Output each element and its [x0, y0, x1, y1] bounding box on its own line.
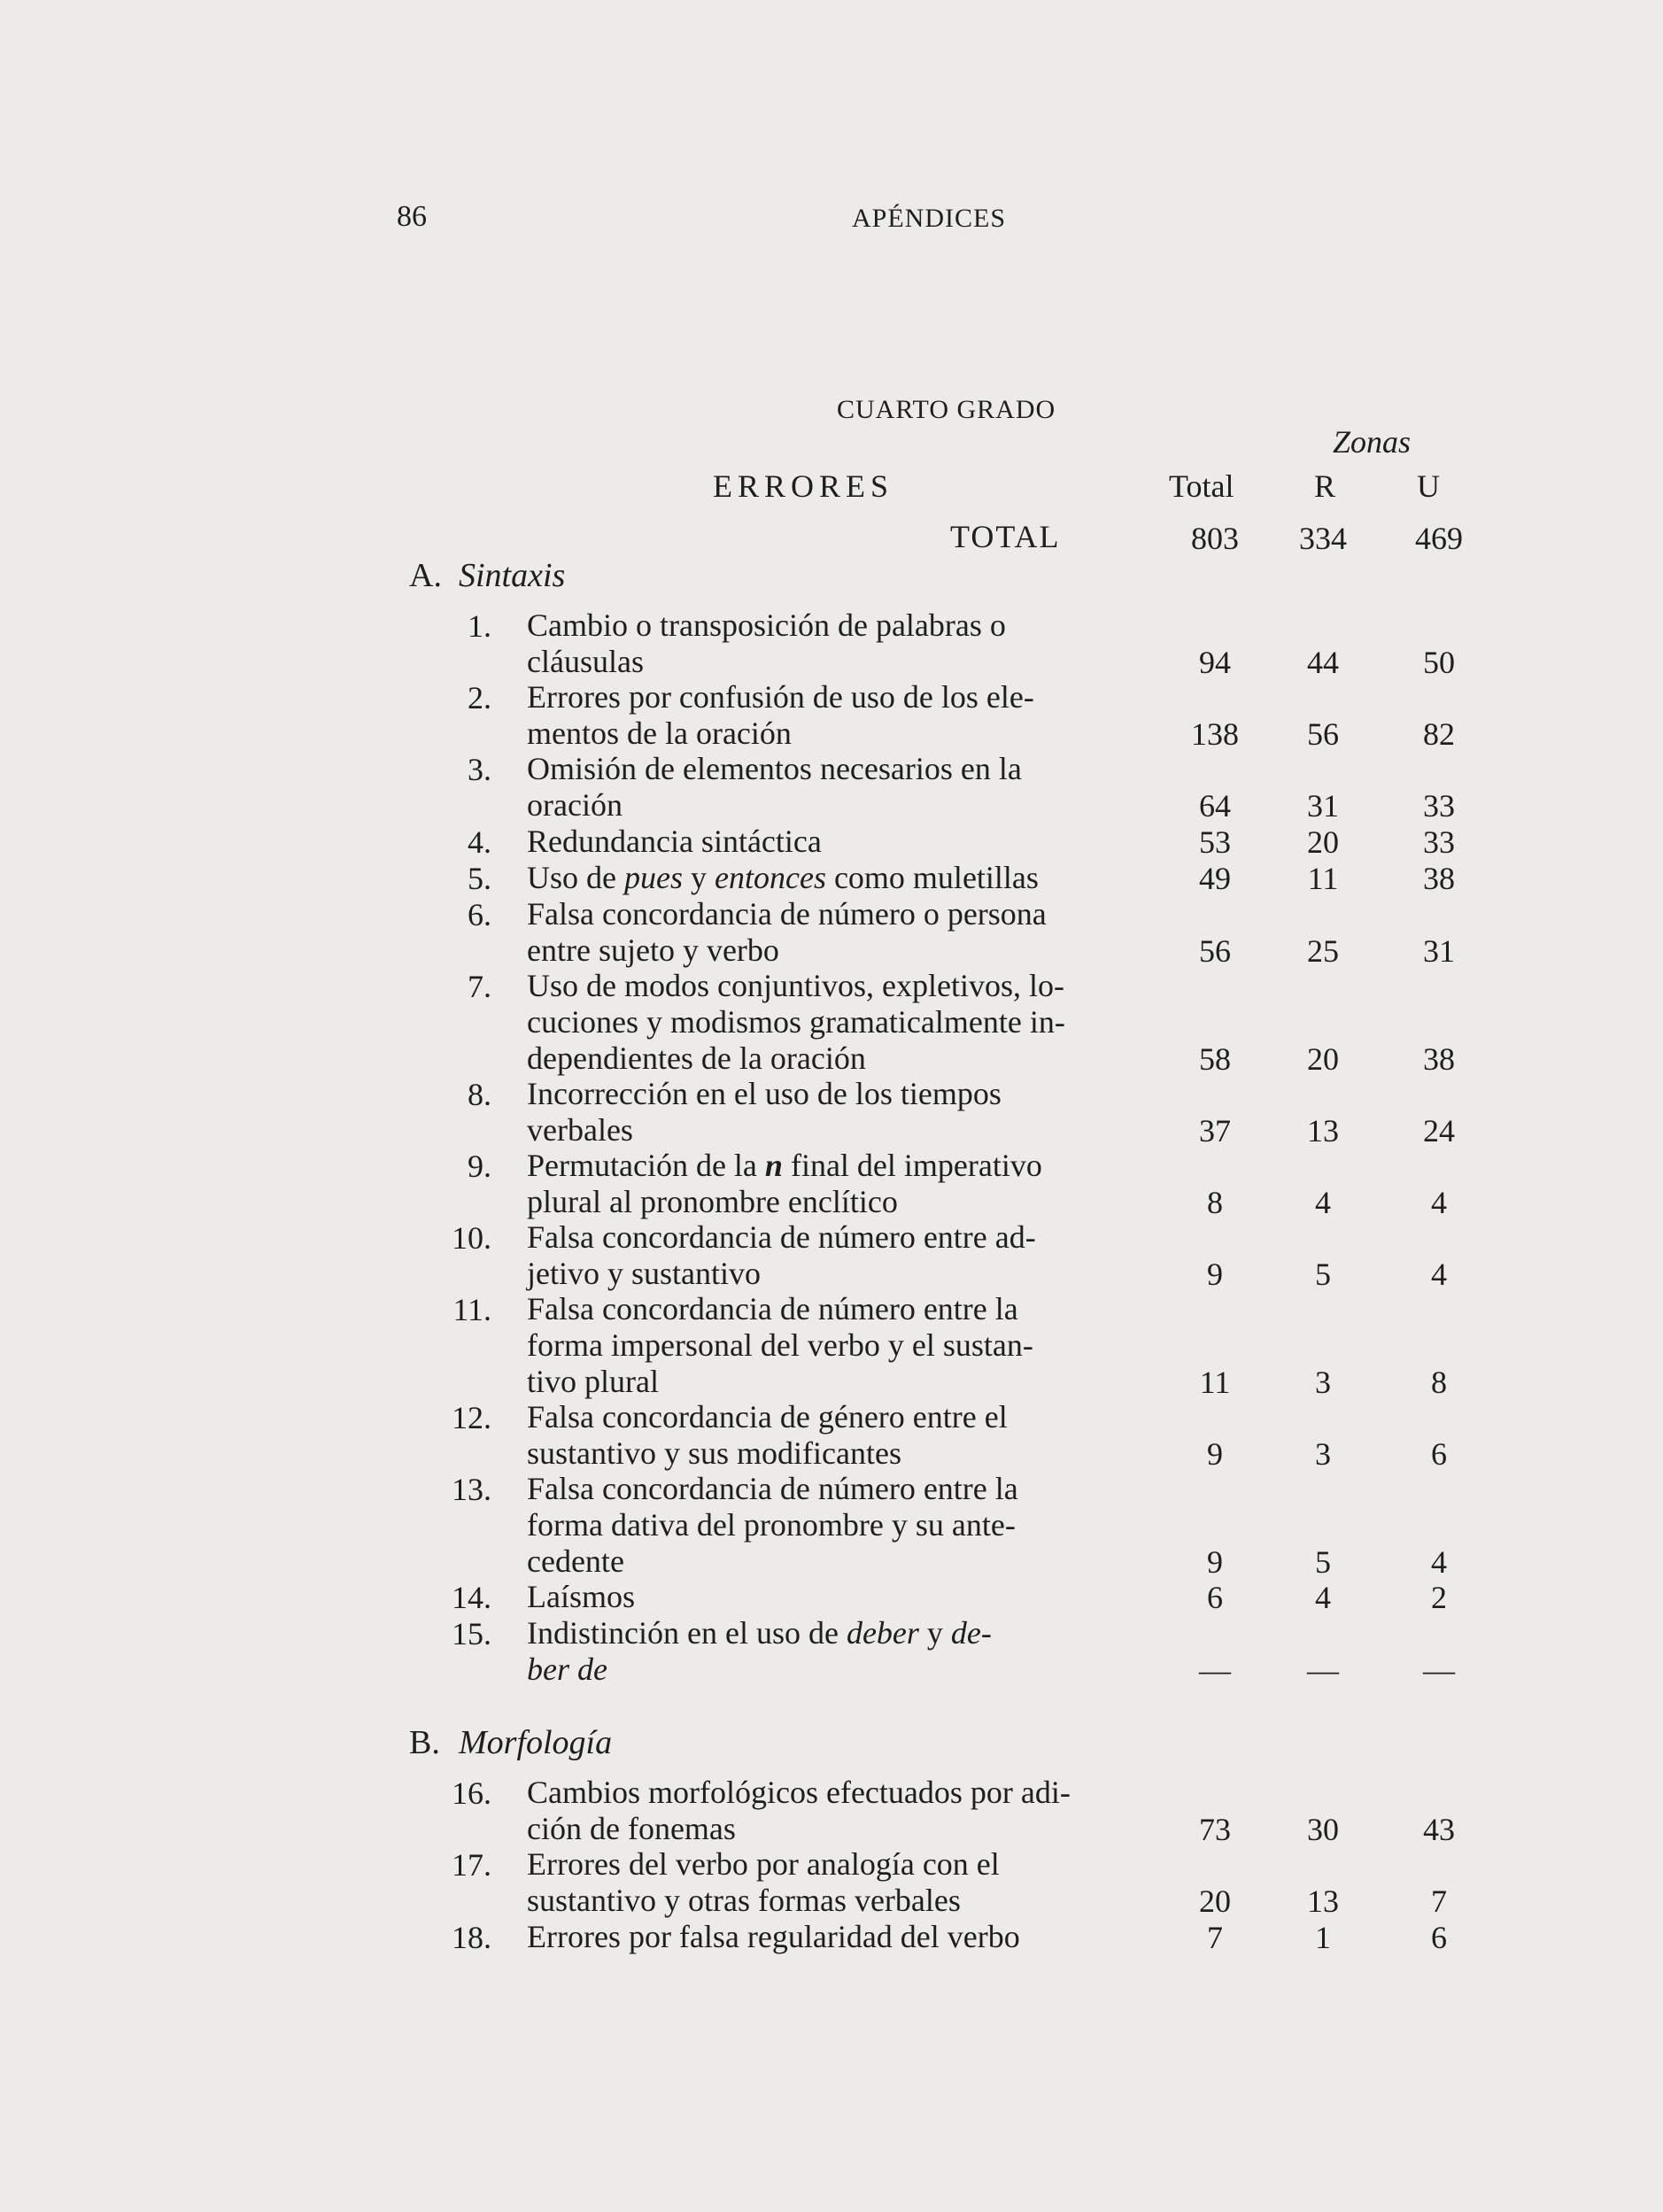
column-header-r: R — [1314, 468, 1336, 504]
column-header-total: Total — [1169, 468, 1234, 504]
row-number: 10. — [452, 1220, 491, 1256]
page-number: 86 — [397, 200, 427, 233]
row-total: 7 — [1207, 1920, 1223, 1955]
row-number: 6. — [468, 897, 491, 932]
row-description — [527, 1291, 1120, 1400]
row-description — [527, 1775, 1120, 1847]
row-r: 5 — [1315, 1257, 1331, 1292]
row-r: 3 — [1315, 1365, 1331, 1400]
row-description — [527, 1219, 1120, 1292]
row-u: 6 — [1431, 1436, 1447, 1472]
row-total: 49 — [1199, 861, 1231, 896]
grand-total-total: 803 — [1191, 521, 1239, 556]
row-line: forma dativa del pronombre y su ante- — [527, 1507, 1016, 1543]
row-r: — — [1307, 1652, 1339, 1688]
grand-total-u: 469 — [1415, 521, 1463, 556]
table-title: CUARTO GRADO — [837, 395, 1056, 424]
row-line: sustantivo y otras formas verbales — [527, 1883, 961, 1918]
row-line: ción de fonemas — [527, 1811, 736, 1846]
row-description — [527, 1471, 1120, 1580]
row-description — [527, 679, 1120, 752]
row-u: 6 — [1431, 1920, 1447, 1955]
column-header-u: U — [1417, 468, 1440, 504]
row-number: 16. — [452, 1775, 491, 1811]
row-r: 13 — [1307, 1113, 1339, 1149]
row-line: Incorrección en el uso de los tiempos — [527, 1076, 1002, 1111]
row-line: Falsa concordancia de número entre la — [527, 1291, 1018, 1326]
row-description — [527, 824, 1120, 860]
row-r: 4 — [1315, 1185, 1331, 1220]
row-total: 9 — [1207, 1257, 1223, 1292]
row-number: 1. — [468, 608, 491, 644]
row-number: 14. — [452, 1580, 491, 1615]
row-line: jetivo y sustantivo — [527, 1256, 761, 1291]
row-line: Uso de modos conjuntivos, expletivos, lo- — [527, 968, 1064, 1003]
row-u: 33 — [1423, 788, 1455, 824]
row-number: 2. — [468, 680, 491, 715]
row-r: 11 — [1307, 861, 1339, 896]
row-line: cláusulas — [527, 644, 644, 679]
row-r: 30 — [1307, 1812, 1339, 1847]
row-line: entre sujeto y verbo — [527, 932, 779, 968]
row-line: Cambio o transposición de palabras o — [527, 607, 1006, 643]
row-u: 2 — [1431, 1580, 1447, 1615]
row-r: 25 — [1307, 933, 1339, 969]
row-line: Cambios morfológicos efectuados por adi- — [527, 1775, 1071, 1810]
row-u: 38 — [1423, 861, 1455, 896]
section-letter: B. — [409, 1724, 440, 1761]
row-line: Falsa concordancia de número entre ad- — [527, 1219, 1036, 1255]
section-heading-sintaxis — [409, 556, 565, 595]
row-total: 6 — [1207, 1580, 1223, 1615]
row-total: 94 — [1199, 645, 1231, 680]
row-total: 138 — [1191, 716, 1239, 752]
row-number: 4. — [468, 824, 491, 860]
row-number: 12. — [452, 1400, 491, 1435]
row-line: Omisión de elementos necesarios en la — [527, 751, 1022, 786]
row-r: 56 — [1307, 716, 1339, 752]
row-r: 31 — [1307, 788, 1339, 824]
row-line: mentos de la oración — [527, 715, 792, 751]
row-line: forma impersonal del verbo y el sustan- — [527, 1327, 1033, 1363]
row-number: 8. — [468, 1077, 491, 1112]
row-line: Falsa concordancia de número o persona — [527, 896, 1047, 932]
row-r: 20 — [1307, 1041, 1339, 1077]
row-line: Errores por confusión de uso de los ele- — [527, 679, 1034, 715]
row-number: 3. — [468, 752, 491, 787]
row-r: 44 — [1307, 645, 1339, 680]
section-letter: A. — [409, 557, 442, 594]
row-u: 82 — [1423, 716, 1455, 752]
row-total: 73 — [1199, 1812, 1231, 1847]
row-number: 11. — [452, 1292, 491, 1327]
errors-heading: ERRORES — [713, 468, 894, 504]
row-description — [527, 1399, 1120, 1472]
row-line: ber de — [527, 1651, 607, 1687]
row-total: 11 — [1199, 1365, 1231, 1400]
row-line: Errores por falsa regularidad del verbo — [527, 1919, 1020, 1954]
row-description — [527, 607, 1120, 680]
row-line: cuciones y modismos gramaticalmente in- — [527, 1004, 1065, 1040]
row-line: Permutación de la n final del imperativo — [527, 1148, 1042, 1183]
row-total: 56 — [1199, 933, 1231, 969]
row-line: dependientes de la oración — [527, 1040, 866, 1076]
row-u: 7 — [1431, 1883, 1447, 1919]
row-description — [527, 1148, 1120, 1220]
row-u: 50 — [1423, 645, 1455, 680]
row-r: 13 — [1307, 1883, 1339, 1919]
row-description — [527, 896, 1120, 969]
row-line: Laísmos — [527, 1579, 635, 1614]
row-number: 9. — [468, 1149, 491, 1184]
row-number: 5. — [468, 861, 491, 896]
row-description — [527, 968, 1120, 1077]
row-number: 17. — [452, 1847, 491, 1883]
row-r: 1 — [1315, 1920, 1331, 1955]
row-u: 31 — [1423, 933, 1455, 969]
row-u: 24 — [1423, 1113, 1455, 1149]
grand-total-r: 334 — [1299, 521, 1347, 556]
row-line: Uso de pues y entonces como muletillas — [527, 860, 1039, 895]
row-total: 20 — [1199, 1883, 1231, 1919]
row-u: 8 — [1431, 1365, 1447, 1400]
row-line: verbales — [527, 1112, 633, 1148]
row-number: 7. — [468, 969, 491, 1004]
row-number: 15. — [452, 1616, 491, 1651]
row-description — [527, 1846, 1120, 1919]
row-u: 38 — [1423, 1041, 1455, 1077]
row-line: Redundancia sintáctica — [527, 824, 822, 859]
row-number: 13. — [452, 1472, 491, 1507]
row-line: Falsa concordancia de número entre la — [527, 1471, 1018, 1506]
row-description — [527, 1579, 1120, 1615]
row-u: 33 — [1423, 824, 1455, 860]
row-line: Falsa concordancia de género entre el — [527, 1399, 1008, 1435]
row-description — [527, 751, 1120, 824]
row-number: 18. — [452, 1920, 491, 1955]
row-r: 20 — [1307, 824, 1339, 860]
section-heading-morfologia — [409, 1723, 612, 1762]
row-line: tivo plural — [527, 1364, 659, 1399]
row-line: cedente — [527, 1543, 624, 1579]
row-u: — — [1423, 1652, 1455, 1688]
row-line: oración — [527, 787, 623, 823]
row-total: — — [1199, 1652, 1231, 1688]
row-total: 9 — [1207, 1544, 1223, 1580]
row-r: 5 — [1315, 1544, 1331, 1580]
running-header: APÉNDICES — [852, 204, 1007, 233]
row-description — [527, 1919, 1120, 1955]
row-u: 43 — [1423, 1812, 1455, 1847]
row-line: Indistinción en el uso de deber y de- — [527, 1615, 992, 1651]
row-u: 4 — [1431, 1257, 1447, 1292]
row-total: 64 — [1199, 788, 1231, 824]
row-description — [527, 1615, 1120, 1688]
row-line: plural al pronombre enclítico — [527, 1184, 898, 1219]
row-total: 58 — [1199, 1041, 1231, 1077]
section-name: Sintaxis — [459, 557, 566, 594]
row-r: 4 — [1315, 1580, 1331, 1615]
row-total: 9 — [1207, 1436, 1223, 1472]
row-u: 4 — [1431, 1185, 1447, 1220]
row-r: 3 — [1315, 1436, 1331, 1472]
row-total: 53 — [1199, 824, 1231, 860]
row-description — [527, 1076, 1120, 1149]
row-line: sustantivo y sus modificantes — [527, 1435, 901, 1471]
grand-total-label: TOTAL — [950, 519, 1061, 554]
row-description — [527, 860, 1120, 896]
section-name: Morfología — [459, 1724, 613, 1761]
row-total: 8 — [1207, 1185, 1223, 1220]
row-total: 37 — [1199, 1113, 1231, 1149]
row-line: Errores del verbo por analogía con el — [527, 1846, 1000, 1882]
row-u: 4 — [1431, 1544, 1447, 1580]
zones-label: Zonas — [1333, 424, 1412, 460]
